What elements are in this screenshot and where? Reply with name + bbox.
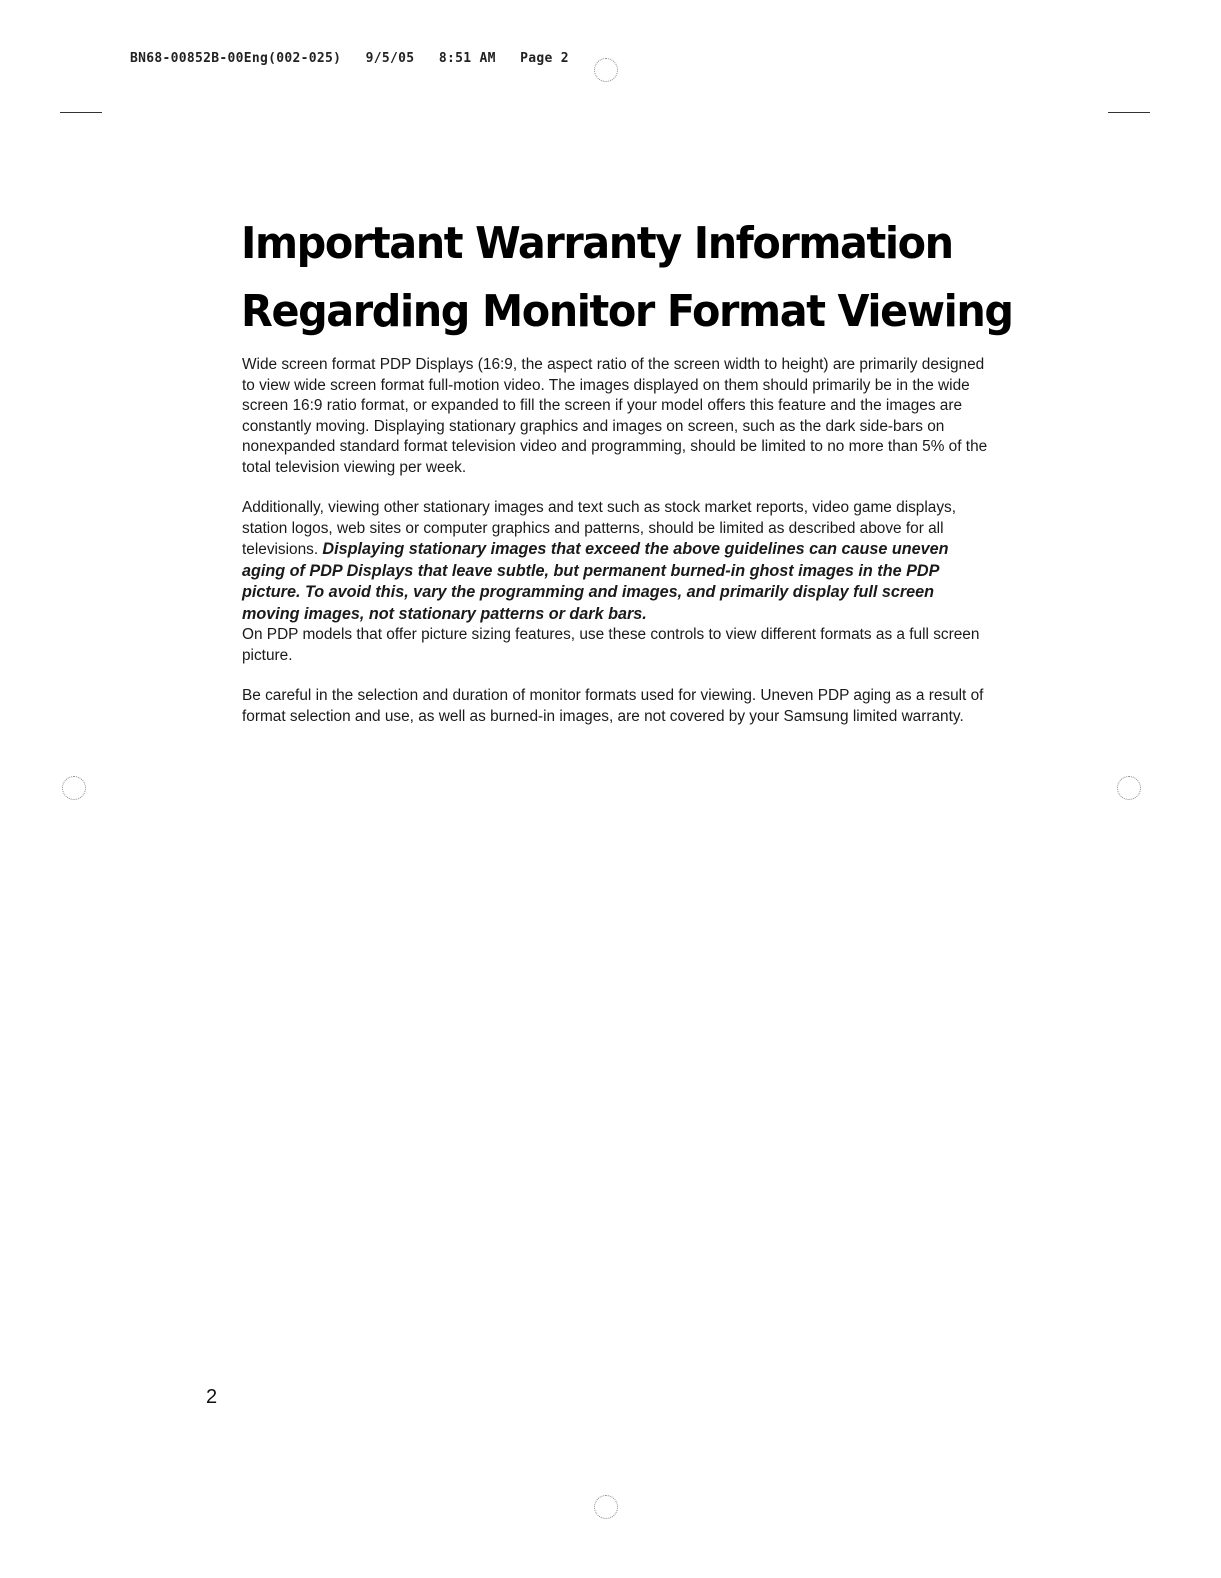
title-line-2: Regarding Monitor Format Viewing [241, 286, 1013, 337]
paragraph-warranty-exclusion: Be careful in the selection and duration of monitor formats used for viewing. Uneven PDP aging as a result of format selection and use, as well as burned-in images, are not covered by your Samsung limited warranty. [242, 687, 984, 725]
crop-mark-top-left [60, 112, 102, 113]
paragraph-picture-sizing: On PDP models that offer picture sizing features, use these controls to view different formats as a full screen picture. [242, 626, 980, 664]
print-slug: BN68-00852B-00Eng(002-025) 9/5/05 8:51 AM Page 2 [130, 51, 569, 66]
registration-mark-bottom [594, 1495, 618, 1519]
title-line-1: Important Warranty Information [241, 218, 953, 269]
body-text [242, 355, 994, 727]
crop-mark-top-right [1108, 112, 1150, 113]
paragraph-stationary-images [242, 498, 994, 625]
page-title [241, 210, 1013, 346]
paragraph-aspect-ratio: Wide screen format PDP Displays (16:9, the aspect ratio of the screen width to height) are primarily designed to view wide screen format full-motion video. The images displayed on them should primarily be in the wide screen 16:9 ratio format, or expanded to fill the screen if your model offers this feature and the images are constantly moving. Displaying stationary graphics and images on screen, such as the dark side-bars on nonexpanded standard format television video and programming, should be limited to no more than 5% of the total television viewing per week. [242, 356, 988, 476]
page-number: 2 [206, 1386, 218, 1408]
registration-mark-top [594, 58, 618, 82]
stationary-images-text: Additionally, viewing other stationary images and text such as stock market reports, video game displays, station logos, web sites or computer graphics and patterns, should be limited as described above for all televisions. [242, 499, 957, 558]
registration-mark-right [1117, 776, 1141, 800]
burn-in-warning: Displaying stationary images that exceed the above guidelines can cause uneven aging of PDP Displays that leave subtle, but permanent burned-in ghost images in the PDP picture. To avoid this, vary the programming and images, and primarily display full screen moving images, not stationary patterns or dark bars. [242, 540, 949, 623]
registration-mark-left [62, 776, 86, 800]
